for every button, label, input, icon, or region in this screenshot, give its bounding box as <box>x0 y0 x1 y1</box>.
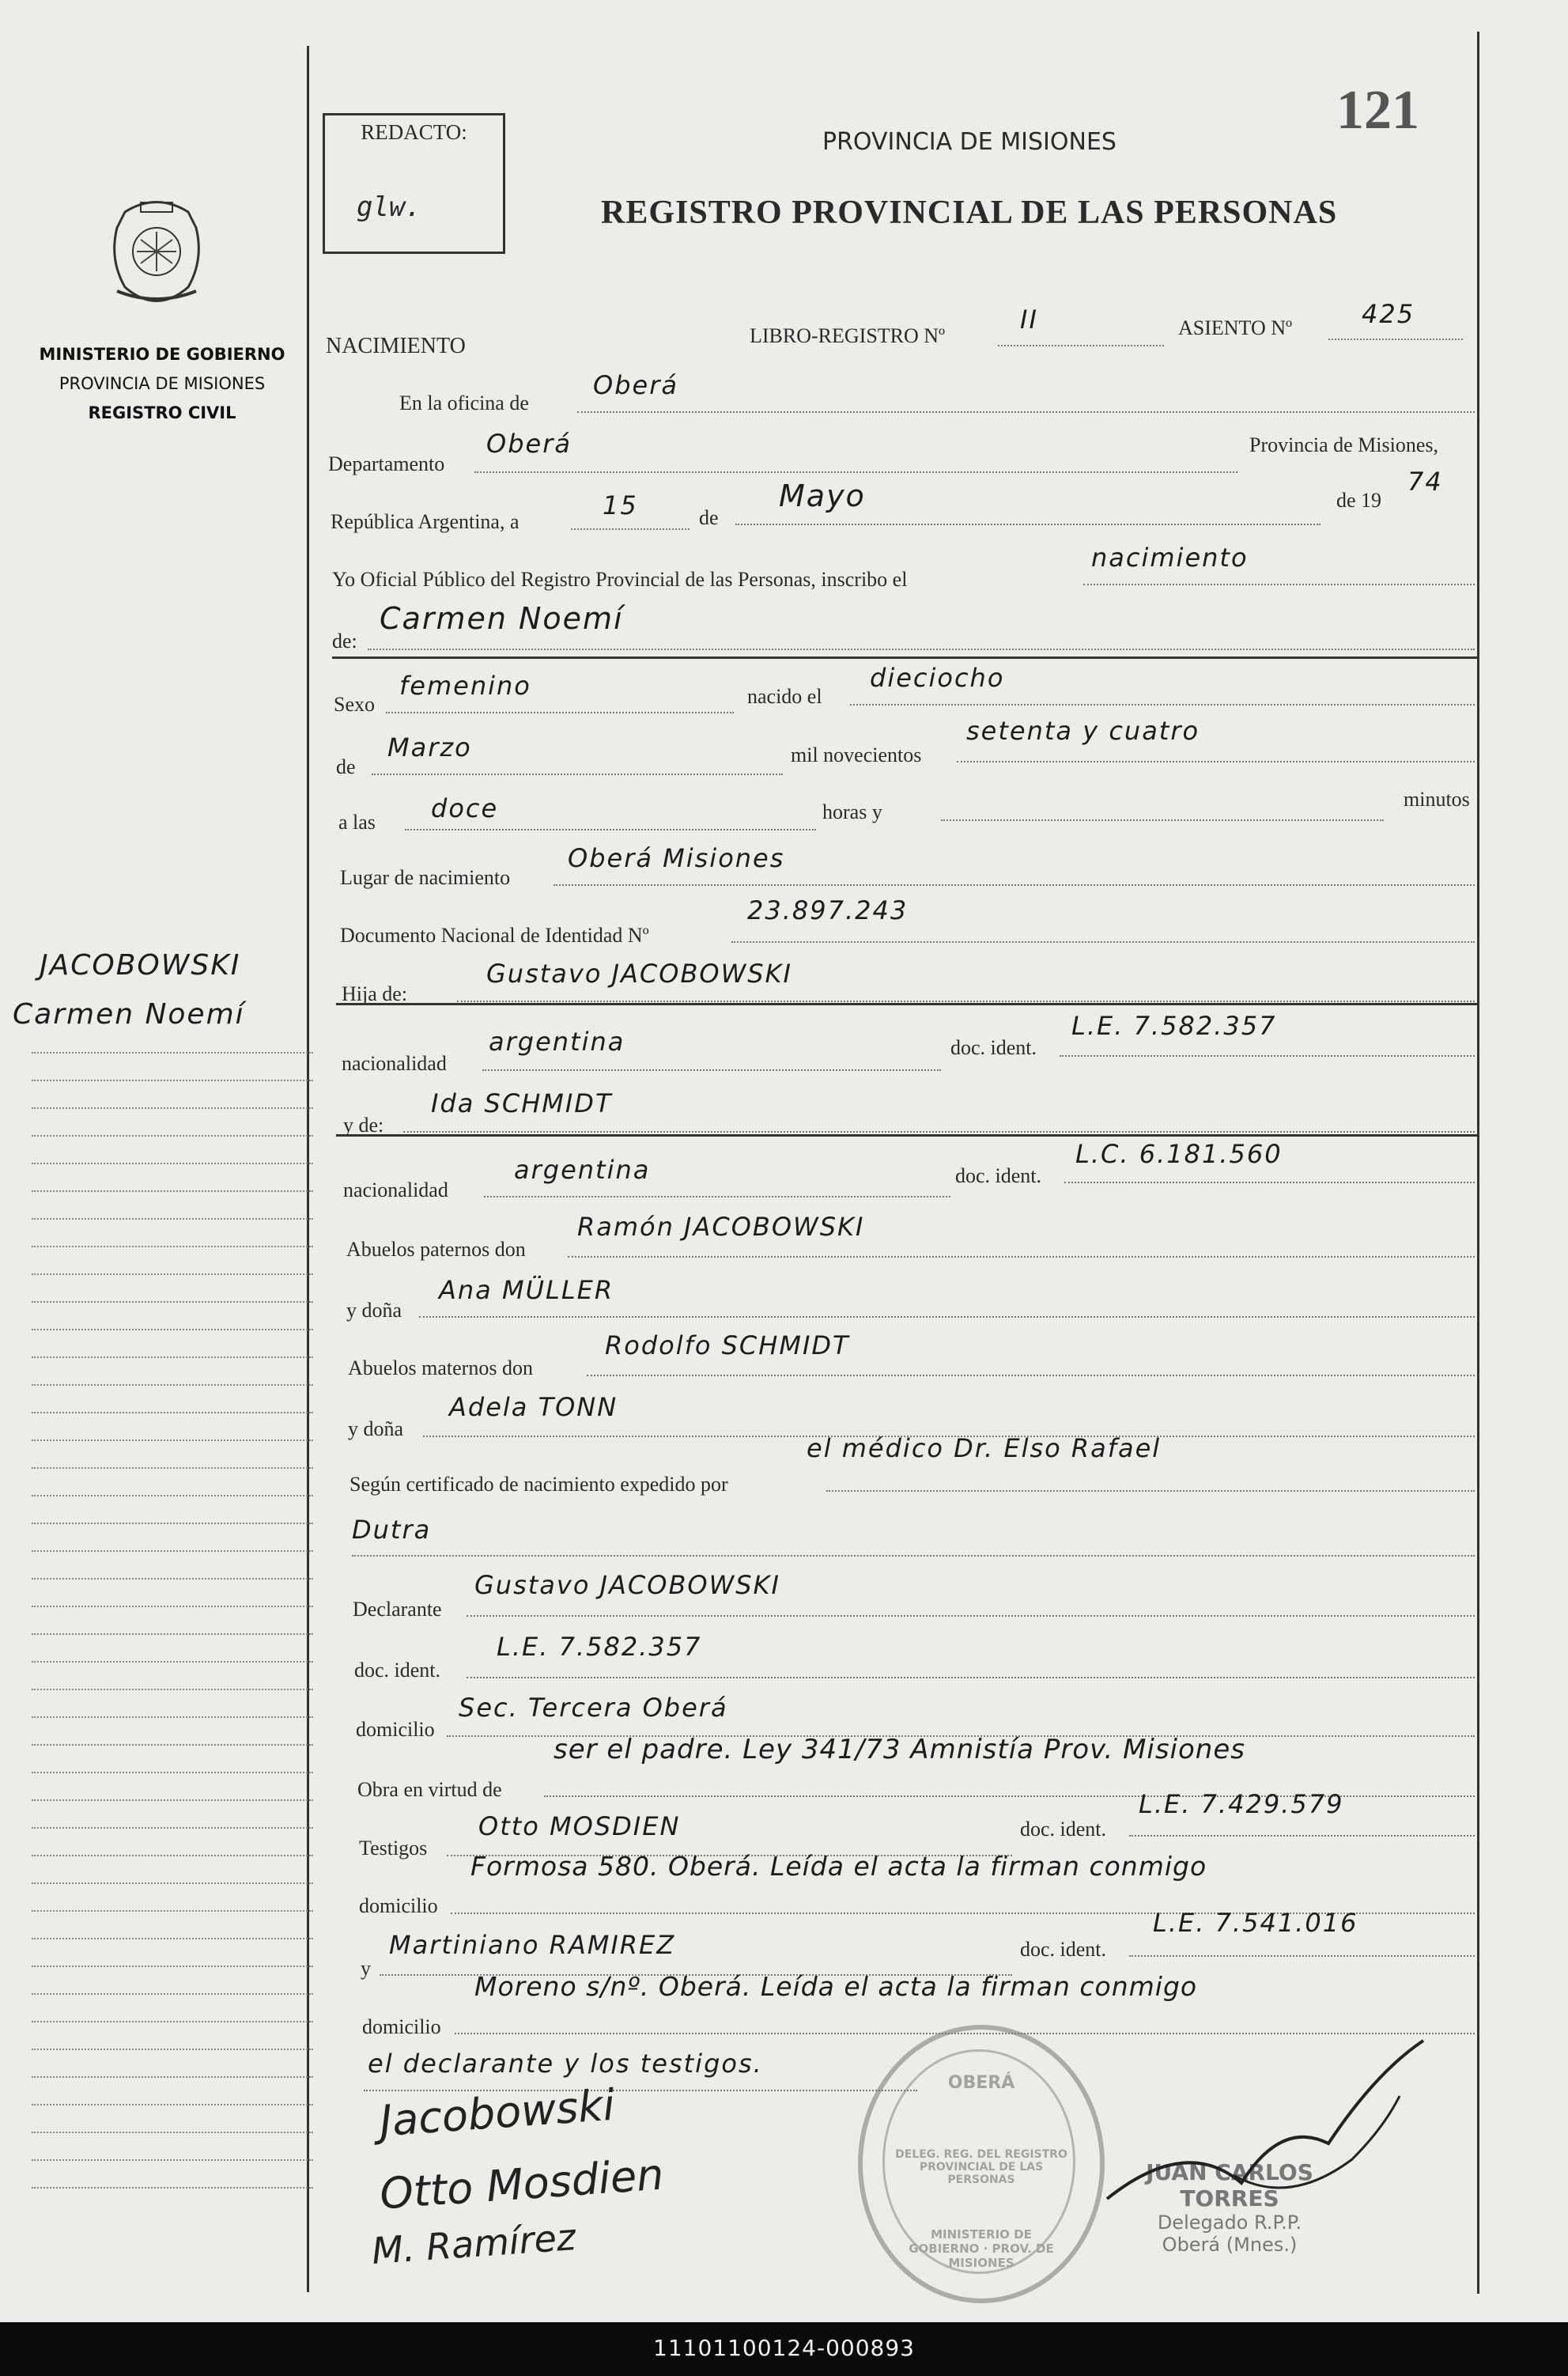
domicilio2-label: domicilio <box>359 1894 438 1917</box>
signature-witness2: M. Ramírez <box>370 2215 577 2272</box>
madre-underline <box>336 1134 1477 1137</box>
nac1-label: nacionalidad <box>342 1052 447 1075</box>
domicilio3-value: Moreno s/nº. Oberá. Leída el acta la firman conmigo <box>474 1971 1198 2002</box>
ab-pat2-value: Ana MÜLLER <box>439 1275 614 1305</box>
redacto-box <box>323 113 505 254</box>
nombre-value: Carmen Noemí <box>380 601 624 636</box>
redacto-initials: glw. <box>357 191 421 223</box>
nac2-value: argentina <box>514 1155 651 1185</box>
hija-label: Hija de: <box>342 982 408 1005</box>
madre-value: Ida SCHMIDT <box>431 1088 613 1118</box>
margin-ruled-lines <box>32 1052 313 2215</box>
signature-witness1: Otto Mosdien <box>378 2149 666 2219</box>
mes-nac-value: Marzo <box>387 732 472 762</box>
ab-mat-value: Rodolfo SCHMIDT <box>605 1330 850 1360</box>
registry-title: REGISTRO PROVINCIAL DE LAS PERSONAS <box>601 195 1338 231</box>
stamp-ring-text: DELEG. REG. DEL REGISTRO PROVINCIAL DE LAS PERSONAS <box>895 2148 1067 2186</box>
doct2-label: doc. ident. <box>1020 1938 1107 1961</box>
ministry-line1: MINISTERIO DE GOBIERNO <box>39 345 285 364</box>
oficina-value: Oberá <box>593 370 678 400</box>
doct1-label: doc. ident. <box>1020 1818 1107 1841</box>
asiento-label: ASIENTO Nº <box>1178 316 1293 339</box>
domicilio2-value: Formosa 580. Oberá. Leída el acta la firman conmigo <box>470 1851 1207 1882</box>
departamento-value: Oberá <box>486 429 572 459</box>
testigos-label: Testigos <box>359 1837 428 1860</box>
margin-given-name: Carmen Noemí <box>13 998 245 1031</box>
doct1-value: L.E. 7.429.579 <box>1139 1789 1344 1819</box>
official-name: JUAN CARLOS TORRES <box>1146 2159 1313 2211</box>
dni-label: Documento Nacional de Identidad Nº <box>340 924 649 947</box>
docdecl-label: doc. ident. <box>354 1659 441 1682</box>
ministry-line2: PROVINCIA DE MISIONES <box>59 374 266 393</box>
lugar-label: Lugar de nacimiento <box>340 866 511 889</box>
provincia-label: Provincia de Misiones, <box>1249 433 1439 456</box>
anio-value: 74 <box>1407 467 1443 497</box>
nombre-underline <box>332 656 1477 659</box>
ministry-block <box>16 340 308 428</box>
de-nombre-label: de: <box>332 630 357 653</box>
nacido-value: dieciocho <box>870 663 1005 693</box>
doc1-label: doc. ident. <box>950 1036 1037 1059</box>
libro-label: LIBRO-REGISTRO Nº <box>750 324 946 347</box>
dia-value: 15 <box>603 490 638 520</box>
mes-value: Mayo <box>779 479 866 513</box>
de-mes-label: de <box>336 755 356 778</box>
doct2-value: L.E. 7.541.016 <box>1153 1908 1358 1938</box>
doc1-value: L.E. 7.582.357 <box>1071 1011 1277 1041</box>
sexo-label: Sexo <box>334 693 375 716</box>
doc2-value: L.C. 6.181.560 <box>1075 1139 1283 1169</box>
asiento-value: 425 <box>1362 299 1415 329</box>
signature-declarante: Jacobowski <box>378 2079 617 2147</box>
domicilio3-label: domicilio <box>362 2015 441 2038</box>
sexo-value: femenino <box>399 671 531 701</box>
hora-label: horas y <box>822 800 882 823</box>
domicilio1-value: Sec. Tercera Oberá <box>459 1693 728 1723</box>
lugar-value: Oberá Misiones <box>568 843 785 873</box>
nac1-value: argentina <box>489 1027 625 1057</box>
stamp-bottom-text: MINISTERIO DE GOBIERNO · PROV. DE MISIONES <box>909 2227 1054 2270</box>
nac2-label: nacionalidad <box>343 1179 448 1201</box>
a-las-label: a las <box>338 811 376 834</box>
doc2-label: doc. ident. <box>955 1164 1042 1187</box>
y-label: y <box>361 1957 371 1980</box>
anio-label: de 19 <box>1336 489 1382 512</box>
segun-label: Según certificado de nacimiento expedido por <box>349 1473 728 1496</box>
page-number: 121 <box>1336 80 1419 141</box>
libro-value: II <box>1020 305 1038 335</box>
testigo1-value: Otto MOSDIEN <box>478 1811 681 1841</box>
ab-pat-label: Abuelos paternos don <box>346 1238 526 1261</box>
declarante-label: Declarante <box>353 1598 442 1621</box>
official-signature-scrawl <box>1091 2025 1447 2230</box>
nacido-label: nacido el <box>747 685 822 708</box>
departamento-label: Departamento <box>328 452 445 475</box>
document-code: 11101100124-000893 <box>653 2335 915 2361</box>
republica-label: República Argentina, a <box>331 510 520 533</box>
mil-label: mil novecientos <box>791 743 922 766</box>
act-type: NACIMIENTO <box>326 334 466 358</box>
padre-value: Gustavo JACOBOWSKI <box>486 959 792 989</box>
stamp-top-text: OBERÁ <box>947 2073 1015 2093</box>
margin-surname: JACOBOWSKI <box>40 949 241 982</box>
province-heading: PROVINCIA DE MISIONES <box>822 128 1116 156</box>
hora-value: doce <box>431 793 499 823</box>
ab-mat2-value: Adela TONN <box>449 1392 618 1422</box>
domicilio1-label: domicilio <box>356 1718 435 1741</box>
docdecl-value: L.E. 7.582.357 <box>497 1632 702 1662</box>
anio-nac-value: setenta y cuatro <box>966 716 1200 746</box>
ydona1-label: y doña <box>346 1299 402 1322</box>
segun-value2: Dutra <box>352 1515 432 1545</box>
testigo2-value: Martiniano RAMIREZ <box>389 1930 676 1960</box>
ab-mat-label: Abuelos maternos don <box>348 1356 533 1379</box>
yo-oficial-label: Yo Oficial Público del Registro Provincial de las Personas, inscribo el <box>332 568 908 591</box>
redacto-label: REDACTO: <box>361 120 467 144</box>
official-place: Oberá (Mnes.) <box>1162 2234 1298 2256</box>
obra-label: Obra en virtud de <box>357 1778 502 1801</box>
ydona2-label: y doña <box>348 1417 404 1440</box>
de-label: de <box>699 506 719 529</box>
coat-of-arms-seal <box>93 196 220 315</box>
dni-value: 23.897.243 <box>747 895 909 925</box>
ab-pat-value: Ramón JACOBOWSKI <box>577 1212 865 1242</box>
right-border-line <box>1477 32 1479 2294</box>
obra-value: ser el padre. Ley 341/73 Amnistía Prov. Misiones <box>554 1734 1245 1765</box>
inscribo-value: nacimiento <box>1091 543 1249 573</box>
declarante-value: Gustavo JACOBOWSKI <box>474 1570 780 1600</box>
final-value: el declarante y los testigos. <box>368 2049 763 2079</box>
footer-bar <box>0 2322 1568 2376</box>
segun-value: el médico Dr. Elso Rafael <box>807 1433 1162 1463</box>
official-role: Delegado R.P.P. <box>1157 2211 1302 2234</box>
ministry-line3: REGISTRO CIVIL <box>88 403 236 422</box>
minutos-label: minutos <box>1404 788 1470 811</box>
oficina-label: En la oficina de <box>399 392 529 414</box>
padre-underline <box>336 1003 1477 1005</box>
yde-label: y de: <box>343 1114 384 1137</box>
office-stamp <box>858 2025 1105 2303</box>
